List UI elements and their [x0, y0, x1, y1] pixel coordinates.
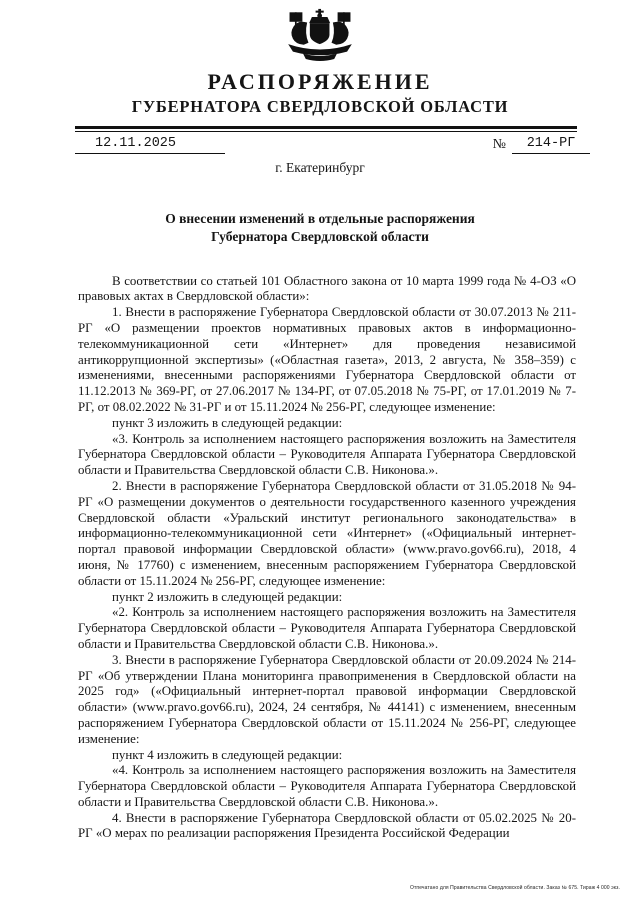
- subject-line-2: Губернатора Свердловской области: [211, 229, 429, 245]
- meta-row: [75, 136, 590, 154]
- subject-line-1: О внесении изменений в отдельные распоряжения: [165, 211, 475, 227]
- document-type-title: РАСПОРЯЖЕНИЕ: [207, 69, 433, 94]
- number-sign: №: [492, 137, 506, 153]
- paragraph: «2. Контроль за исполнением настоящего распоряжения возложить на Заместителя Губернатора Свердловской области – Руководителя Аппарата Губернатора Свердловской области и Правительства Свердловской области С.В. Никонова.».: [78, 605, 576, 651]
- document-city: г. Екатеринбург: [275, 160, 365, 176]
- document-number-group: [493, 136, 590, 154]
- issuer-title: ГУБЕРНАТОРА СВЕРДЛОВСКОЙ ОБЛАСТИ: [131, 97, 509, 117]
- paragraph: 1. Внести в распоряжение Губернатора Свердловской области от 30.07.2013 № 211-РГ «О размещении проектов нормативных правовых актов в информационно-телекоммуникационной сети «Интернет» для проведения независимой антикоррупционной экспертизы» («Областная газета», 2013, 2 августа, № 358–359) с изменениями, внесенными распоряжениями Губернатора Свердловской области от 11.12.2013 № 369-РГ, от 27.06.2017 № 134-РГ, от 07.05.2018 № 75-РГ, от 17.01.2019 № 7-РГ, от 08.02.2022 № 31-РГ и от 15.11.2024 № 256-РГ, следующее изменение:: [78, 305, 576, 414]
- paragraph: пункт 3 изложить в следующей редакции:: [112, 415, 343, 430]
- paragraph: пункт 4 изложить в следующей редакции:: [112, 747, 343, 762]
- document-number: 214-РГ: [512, 136, 590, 154]
- paragraph: «3. Контроль за исполнением настоящего распоряжения возложить на Заместителя Губернатора Свердловской области – Руководителя Аппарата Губернатора Свердловской области и Правительства Свердловской области С.В. Никонова.».: [78, 431, 576, 478]
- document-date: 12.11.2025: [75, 136, 225, 154]
- document-body: [78, 274, 576, 843]
- paragraph: 2. Внести в распоряжение Губернатора Свердловской области от 31.05.2018 № 94-РГ «О размещении документов о деятельности государственного казенного учреждения Свердловской области «Уральский институт регионального законодательства» в информационно-телекоммуникационной сети «Интернет» («Официальный интернет-портал правовой информации Свердловской области» (www.pravo.gov66.ru), 2018, 4 июня, № 17760) с изменением, внесенным распоряжением Губернатора Свердловской области от 15.11.2024 № 256-РГ, следующее изменение:: [78, 478, 576, 588]
- paragraph: пункт 2 изложить в следующей редакции:: [112, 589, 343, 604]
- header-divider: [75, 126, 577, 132]
- coat-of-arms-icon: [276, 8, 364, 64]
- paragraph: 3. Внести в распоряжение Губернатора Свердловской области от 20.09.2024 № 214-РГ «Об утверждении Плана мониторинга правоприменения в Свердловской области на 2025 год» («Официальный интернет-портал правовой информации Свердловской области» (www.pravo.gov66.ru), 2024, 24 сентября, № 44141) с изменением, внесенным распоряжением Губернатора Свердловской области от 15.11.2024 № 256-РГ, следующее изменение:: [78, 652, 576, 746]
- document-subject: [0, 210, 640, 246]
- print-imprint: Отпечатано для Правительства Свердловской области. Заказ № 675. Тираж 4 000 экз.: [410, 885, 620, 891]
- paragraph: В соответствии со статьей 101 Областного закона от 10 марта 1999 года № 4-ОЗ «О правовых актах в Свердловской области»:: [78, 273, 576, 304]
- paragraph: 4. Внести в распоряжение Губернатора Свердловской области от 05.02.2025 № 20-РГ «О мерах по реализации распоряжения Президента Российской Федерации: [78, 810, 576, 841]
- paragraph: «4. Контроль за исполнением настоящего распоряжения возложить на Заместителя Губернатора Свердловской области – Руководителя Аппарата Губернатора Свердловской области и Правительства Свердловской области С.В. Никонова.».: [78, 763, 576, 809]
